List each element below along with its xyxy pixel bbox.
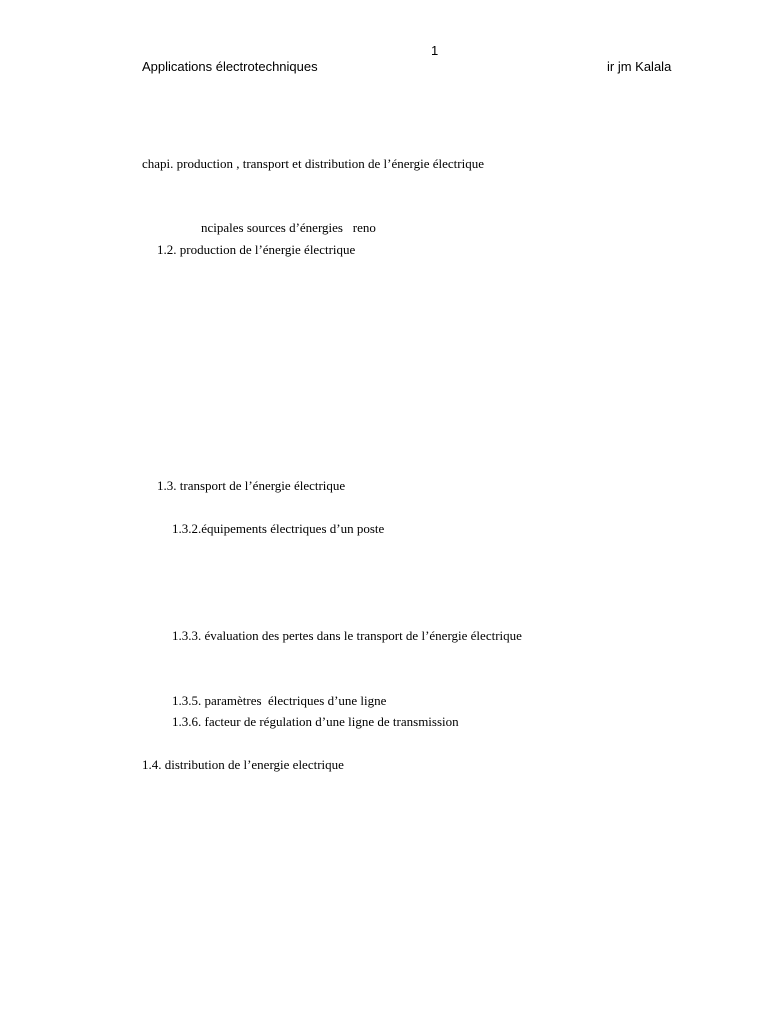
section-1-2: 1.2. production de l’énergie électrique: [157, 242, 356, 257]
chapter-title: chapi. production , transport et distribution de l’énergie électrique: [142, 156, 484, 171]
section-1-3-5: 1.3.5. paramètres électriques d’une ligne: [172, 693, 387, 708]
section-1-3: 1.3. transport de l’énergie électrique: [157, 478, 346, 493]
header-right-author: ir jm Kalala: [607, 59, 672, 74]
section-1-3-3: 1.3.3. évaluation des pertes dans le transport de l’énergie électrique: [172, 628, 522, 643]
section-1-3-2: 1.3.2.équipements électriques d’un poste: [172, 521, 385, 536]
header-left-title: Applications électrotechniques: [142, 59, 318, 74]
page-number: 1: [431, 43, 439, 58]
section-1-4: 1.4. distribution de l’energie electrique: [142, 757, 344, 772]
section-1-3-6: 1.3.6. facteur de régulation d’une ligne de transmission: [172, 714, 459, 729]
section-fragment: ncipales sources d’énergies reno: [201, 220, 376, 235]
